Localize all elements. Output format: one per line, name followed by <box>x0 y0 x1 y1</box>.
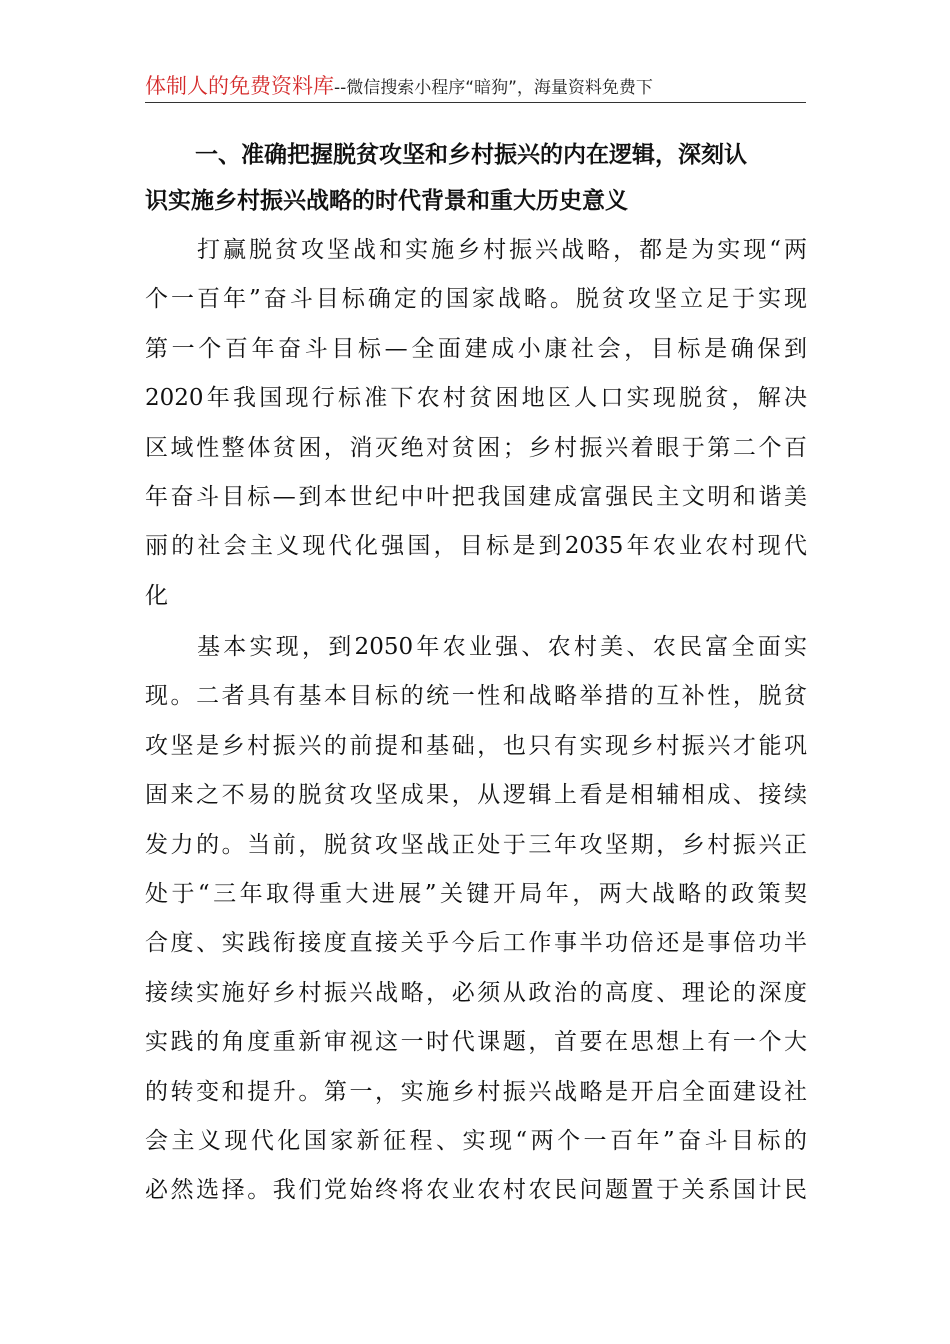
paragraph-line: 必然选择。我们党始终将农业农村农民问题置于关系国计民 <box>145 1177 807 1204</box>
paragraph-line: 固来之不易的脱贫攻坚成果，从逻辑上看是相辅相成、接续 <box>145 782 807 809</box>
paragraph-line: 基本实现，到2050年农业强、农村美、农民富全面实 <box>197 634 807 660</box>
paragraph-line: 第一个百年奋斗目标—全面建成小康社会，目标是确保到 <box>145 335 807 362</box>
paragraph-line: 实践的角度重新审视这一时代课题，首要在思想上有一个大 <box>145 1029 807 1056</box>
paragraph-line: 年奋斗目标—到本世纪中叶把我国建成富强民主文明和谐美 <box>145 483 807 510</box>
paragraph-2 <box>145 623 807 1216</box>
paragraph-line: 丽的社会主义现代化强国，目标是到2035年农业农村现代 <box>145 533 807 560</box>
paragraph-line: 处于“三年取得重大进展”关键开局年，两大战略的政策契 <box>145 880 807 907</box>
paragraph-line: 会主义现代化国家新征程、实现“两个一百年”奋斗目标的 <box>145 1127 807 1154</box>
paragraph-line: 的转变和提升。第一，实施乡村振兴战略是开启全面建设社 <box>145 1078 807 1105</box>
header-brand: 体制人的免费资料库 <box>145 74 334 98</box>
page-header <box>145 70 806 103</box>
section-heading <box>145 132 807 224</box>
paragraph-line: 发力的。当前，脱贫攻坚战正处于三年攻坚期，乡村振兴正 <box>145 831 807 858</box>
paragraph-line: 个一百年”奋斗目标确定的国家战略。脱贫攻坚立足于实现 <box>145 286 807 313</box>
paragraph-line: 现。二者具有基本目标的统一性和战略举措的互补性，脱贫 <box>145 683 807 710</box>
paragraph-line: 2020年我国现行标准下农村贫困地区人口实现脱贫，解决 <box>145 385 807 412</box>
paragraph-line: 打赢脱贫攻坚战和实施乡村振兴战略，都是为实现“两 <box>197 237 807 263</box>
heading-line-1: 一、准确把握脱贫攻坚和乡村振兴的内在逻辑，深刻认 <box>195 142 747 168</box>
paragraph-line: 接续实施好乡村振兴战略，必须从政治的高度、理论的深度 <box>145 979 807 1006</box>
paragraph-line: 区域性整体贫困，消灭绝对贫困；乡村振兴着眼于第二个百 <box>145 434 807 461</box>
header-note: --微信搜索小程序“暗狗”，海量资料免费下 <box>334 78 653 98</box>
paragraph-line: 攻坚是乡村振兴的前提和基础，也只有实现乡村振兴才能巩 <box>145 732 807 759</box>
paragraph-1 <box>145 226 807 621</box>
paragraph-line: 合度、实践衔接度直接关乎今后工作事半功倍还是事倍功半 <box>145 930 807 957</box>
paragraph-line: 化 <box>145 582 168 609</box>
heading-line-2: 识实施乡村振兴战略的时代背景和重大历史意义 <box>145 188 628 214</box>
